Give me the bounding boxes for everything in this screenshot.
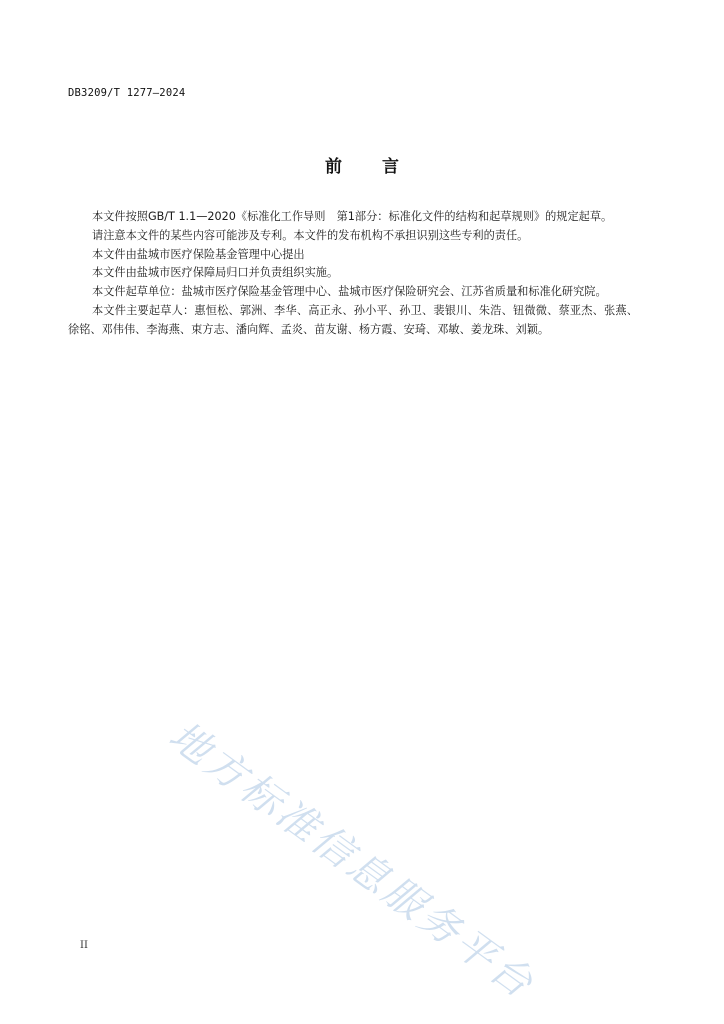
paragraph-drafters: 本文件主要起草人：惠恒松、郭洲、李华、高正永、孙小平、孙卫、裴银川、朱浩、钮微微、蔡亚杰、张燕、徐铭、邓伟伟、李海燕、束方志、潘向辉、孟炎、苗友谢、杨方霞、安琦、邓敏、姜龙珠、刘颖。 (68, 303, 638, 336)
section-title: 前言 (325, 157, 439, 177)
watermark: 地方标准信息服务平台 (160, 712, 544, 1009)
paragraph-patent-notice: 请注意本文件的某些内容可能涉及专利。本文件的发布机构不承担识别这些专利的责任。 (92, 228, 529, 242)
paragraph-proposer: 本文件由盐城市医疗保险基金管理中心提出 (92, 247, 305, 261)
page-number: II (80, 940, 88, 951)
foreword-body (68, 208, 638, 340)
paragraph-administrator: 本文件由盐城市医疗保障局归口并负责组织实施。 (92, 266, 339, 280)
paragraph-drafting-rules: 本文件按照GB/T 1.1—2020《标准化工作导则 第1部分：标准化文件的结构和起草规则》的规定起草。 (92, 210, 613, 223)
paragraph-drafting-units: 本文件起草单位：盐城市医疗保险基金管理中心、盐城市医疗保险研究会、江苏省质量和标准化研究院。 (92, 285, 607, 299)
document-code: DB3209/T 1277—2024 (68, 87, 186, 99)
